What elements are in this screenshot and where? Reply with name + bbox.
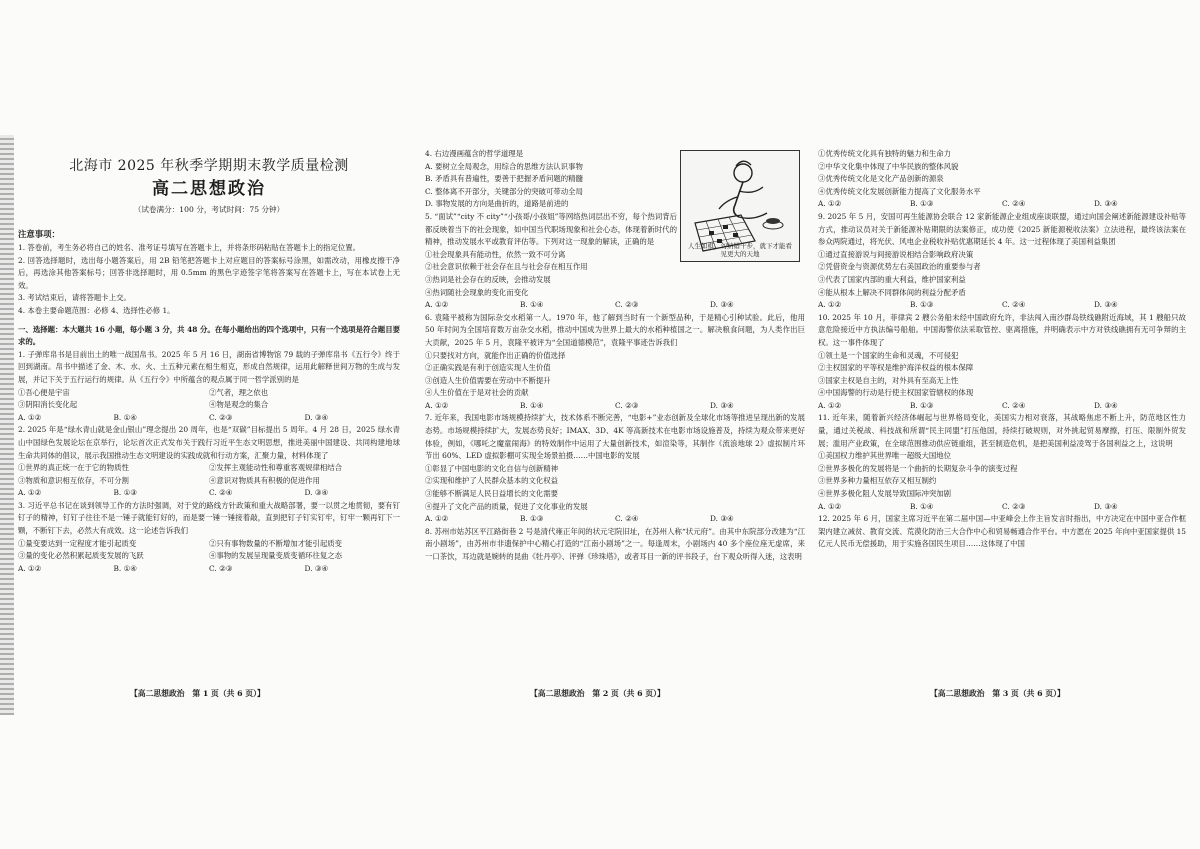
q10-ans-c: C. ②④	[1002, 400, 1026, 410]
q11-stem: 11. 近年来，随着新兴经济体崛起与世界格局变化，美国实力相对衰落，其战略焦虑不断上升，防范地区性力量，通过关税战、科技战和所谓“民主同盟”打压他国，持续打破规则，对外挑起贸易摩擦，打压、限制外贸发展；滥用产业政策，在全球范围推动供应链重组，甚至制造危机，是把美国利益凌驾于各国利益之上，这说明	[818, 413, 1186, 448]
q5-opt-1: ①社会现象具有能动性，依然一致不可分离	[425, 249, 566, 259]
q2-ans-a: A. ①②	[18, 488, 42, 498]
q10-opt-4: ④中国海警的行动是行使主权国家管辖权的体现	[818, 388, 974, 398]
q7-opt-4: ④提升了文化产品的质量，促进了文化事业的发展	[425, 501, 588, 511]
q8-ans-a: A. ①②	[818, 199, 842, 209]
q5-opt-3: ③热词是社会存在的反映，会推动发展	[425, 274, 551, 284]
q1-ans-d: D. ③④	[304, 412, 329, 422]
binding-edge	[0, 135, 14, 715]
note-3: 3. 考试结束后，请将答题卡上交。	[18, 293, 131, 303]
q9-stem: 9. 2025 年 5 月，安国可再生能源协会联合 12 家新能源企业组成座谈联盟，通过向国会阐述新能源建设补贴等方式，推动议员对关于新能源补贴期限的法案修正，成功使《2025 新能源税收法案》立法进程，最终该法案在参众两院通过，将光伏、风电企业税收补贴优惠期延长 4 年。这一过程体现了美国利益集团	[818, 211, 1186, 247]
q6-opt-1: ①只要找对方向，就能作出正确的价值选择	[425, 350, 566, 360]
q9-ans-d: D. ③④	[1094, 300, 1118, 310]
q3-options-row-1	[18, 538, 400, 551]
q9-opt-3: ③代表了国家内部的重大利益，维护国家利益	[818, 274, 966, 284]
q2-stem: 2. 2025 年是“绿水青山就是金山银山”理念提出 20 周年，也是“双碳”目标提出 5 周年。4 月 28 日，2025 绿水青山中国绿色发展论坛在京举行，论坛首次正式发布关于践行习近平生态文明思想，推进美丽中国建设、共同构建地球生命共同体的倡议，展示我国推动生态文明建设的实践成就和行动方案，汇聚力量，材料体现了	[18, 425, 400, 460]
page-1	[18, 148, 400, 575]
q4-block	[425, 148, 677, 249]
q6-ans-a: A. ①②	[425, 400, 449, 410]
note-4: 4. 本卷主要命题范围：必修 4、选择性必修 1。	[18, 305, 175, 315]
q3-opt-3: ③量的变化必然积累起质变发展的飞跃	[18, 551, 144, 561]
q1-stem: 1. 子弹库帛书是目前出土的唯一战国帛书。2025 年 5 月 16 日，湖南省博物馆 79 载的子弹库帛书《五行令》终于回到湖南。帛书中描述了金、木、水、火、土五种元素在相生相克，形成自然规律，运用此解释世间万物的生成与发展，并记下关于五行运行的规律。从《五行令》中所蕴含的观点属于同一哲学派别的是	[18, 349, 400, 384]
q5-opt-4: ④热词随社会现象的变化而变化	[425, 287, 529, 297]
q8-stem: 8. 苏州市姑苏区平江路街巷 2 号是清代雍正年间的状元宅院旧址，在苏州人称“状元府”。由其中东院部分改建为“江南小剧场”，由苏州市非遗保护中心精心打造的“江南小剧场”之一。每逢周末，小剧场内 40 多个座位座无虚席，来一口茶饮，耳边就是婉转的昆曲《牡丹亭》、评弹《珍珠塔》，或者耳目一新的评书段子，台下观众听得入迷，这表明	[425, 526, 805, 561]
q6-ans-b: B. ①④	[520, 400, 544, 410]
q2-answers	[18, 487, 400, 500]
q2-ans-d: D. ③④	[304, 488, 329, 498]
q8-opt-3: ③优秀传统文化是文化产品创新的源泉	[818, 174, 944, 184]
exam-title: 北海市 2025 年秋季学期期末教学质量检测	[69, 158, 349, 174]
q1-ans-c: C. ②③	[209, 412, 233, 422]
q9-ans-b: B. ①③	[910, 300, 934, 310]
q7-opt-2: ②实现和维护了人民群众基本的文化权益	[425, 476, 559, 486]
q2-ans-c: C. ②④	[209, 488, 233, 498]
q10-ans-d: D. ③④	[1094, 400, 1118, 410]
q8-opt-2: ②中华文化集中体现了中华民族的整体风貌	[818, 161, 959, 171]
q3-ans-b: B. ①④	[113, 563, 137, 573]
q1-options-row-1	[18, 387, 400, 400]
q3-options-row-2	[18, 550, 400, 563]
q11-ans-d: D. ③④	[1094, 501, 1118, 511]
q4-opt-b: B. 矛盾具有普遍性，要善于把握矛盾问题的精髓	[425, 174, 583, 184]
q3-opt-2: ②只有事物数量的不断增加才能引起质变	[209, 538, 343, 548]
q10-opt-3: ③国家主权是自主的，对外具有至高无上性	[818, 375, 959, 385]
q5-ans-a: A. ①②	[425, 300, 449, 310]
q3-ans-a: A. ①②	[18, 563, 42, 573]
q7-stem: 7. 近年来，我国电影市场规模持续扩大，技术体系不断完善，“电影+”业态创新及全球化市场等推进呈现出新的发展态势。市场规模持续扩大，发展态势良好；IMAX、3D、4K 等高新技术在电影市场设施普及，持续为观众带来更好体验，例如，《哪吒之魔童闹海》的特效制作中运用了大量创新技术，如渲染等，其制作《流浪地球 2》虚拟制片环节出 60%、LED 虚拟影棚可实现全场景拍摄……中国电影的发展	[425, 413, 805, 461]
q4-opt-c: C. 整体离不开部分，关键部分的突破可带动全局	[425, 186, 583, 196]
q9-ans-a: A. ①②	[818, 300, 842, 310]
q9-opt-4: ④能从根本上解决不同群体间的利益分配矛盾	[818, 287, 966, 297]
q11-opt-1: ①美国权力维护其世界唯一超级大国地位	[818, 451, 952, 461]
q9-opt-2: ②凭借资金与资源优势左右美国政治的重要参与者	[818, 262, 981, 272]
q1-opt-3: ③阴阳消长变化起	[18, 400, 78, 410]
q3-opt-1: ①量变要达到一定程度才能引起质变	[18, 538, 137, 548]
q10-opt-1: ①领土是一个国家的生命和灵魂，不可侵犯	[818, 350, 959, 360]
page-3	[818, 148, 1186, 551]
q2-opt-2: ②发挥主观能动性和尊重客观规律相结合	[209, 463, 343, 473]
q5-opt-2: ②社会意识依赖于社会存在且与社会存在相互作用	[425, 262, 588, 272]
q6-stem: 6. 袁隆平被称为国际杂交水稻第一人。1970 年，他了解到当时有一个新型品种，于是精心引种试验。此后，他用 50 年时间为全国培育数万亩杂交水稻，推动中国成为世界上最大的水稻种植国之一。解决粮食问题，为人类作出巨大贡献，2025 年 5 月，袁隆平被评为“全国道德模范”，袁隆平事迹告诉我们	[425, 312, 805, 347]
q11-ans-c: C. ②③	[1002, 501, 1026, 511]
q11-opt-4: ④世界多极化阻人发展导致国际冲突加剧	[818, 489, 952, 499]
q1-ans-a: A. ①②	[18, 412, 42, 422]
q2-options-row-1	[18, 462, 400, 475]
notes-heading: 注意事项：	[18, 229, 60, 239]
q7-ans-b: B. ①③	[520, 514, 544, 524]
q8-ans-b: B. ①③	[910, 199, 934, 209]
q7-opt-3: ③能够不断满足人民日益增长的文化需要	[425, 489, 559, 499]
q11-opt-3: ③世界多种力量相互依存又相互制约	[818, 476, 937, 486]
q10-ans-a: A. ①②	[818, 400, 842, 410]
q4-opt-d: D. 事物发展的方向是曲折的，道路是前进的	[425, 199, 569, 209]
q4-opt-a: A. 要树立全局观念，用综合的思维方法认识事物	[425, 161, 583, 171]
q7-ans-a: A. ①②	[425, 514, 449, 524]
q8-opt-4: ④优秀传统文化发展创新能力提高了文化服务水平	[818, 186, 981, 196]
page-3-footer: 【高二思想政治 第 3 页（共 6 页）】	[930, 689, 1065, 698]
q1-options-row-2	[18, 399, 400, 412]
q2-ans-b: B. ①③	[113, 488, 137, 498]
q1-opt-4: ④物是观念的集合	[209, 400, 269, 410]
q8-ans-c: C. ②④	[1002, 199, 1026, 209]
q7-opt-1: ①彰显了中国电影的文化自信与创新精神	[425, 463, 559, 473]
q1-answers	[18, 412, 400, 425]
q2-options-row-2	[18, 475, 400, 488]
q8-answers	[818, 198, 1186, 211]
note-1: 1. 答卷前，考生务必将自己的姓名、准考证号填写在答题卡上，并将条形码粘贴在答题卡上的指定位置。	[18, 243, 360, 252]
page-2	[425, 148, 805, 564]
q7-ans-d: D. ③④	[710, 514, 734, 524]
q10-answers	[818, 400, 1186, 413]
q6-answers	[425, 400, 805, 413]
q10-ans-b: B. ①③	[910, 400, 934, 410]
q11-opt-2: ②世界多极化的发展将是一个曲折的长期复杂斗争的演变过程	[818, 463, 1018, 473]
q3-ans-d: D. ③④	[304, 563, 329, 573]
q6-ans-d: D. ③④	[710, 400, 734, 410]
q5-stem: 5. “面试”“city 不 city”“小孩哥/小孩姐”等网络热词层出不穷，每个热词背后都反映着当下的社会现象，如中国当代职场现象和社会心态，体现着新时代的精神，推动发展水平或教育评估等。下列对这一现象的解读，正确的是	[425, 211, 677, 247]
q9-answers	[818, 299, 1186, 312]
q6-ans-c: C. ②③	[615, 400, 639, 410]
exam-info: （试卷满分：100 分，考试时间：75 分钟）	[133, 205, 285, 214]
q9-ans-c: C. ②④	[1002, 300, 1026, 310]
exam-subject: 高二思想政治	[152, 179, 266, 199]
q5-answers	[425, 299, 805, 312]
q7-answers	[425, 513, 805, 526]
q11-answers	[818, 501, 1186, 514]
q1-ans-b: B. ①④	[113, 412, 137, 422]
q3-answers	[18, 563, 400, 576]
q2-opt-1: ①世界的真正统一在于它的物质性	[18, 463, 129, 473]
q6-opt-3: ③创造人生价值需要在劳动中不断提升	[425, 375, 551, 385]
q10-opt-2: ②主权国家的平等权是维护海洋权益的根本保障	[818, 363, 974, 373]
cartoon-caption: 人生如棋，勿纳错十步，就下才能看见更大的天地	[688, 242, 792, 258]
q5-ans-b: B. ①④	[520, 300, 544, 310]
q6-opt-4: ④人生价值在于是对社会的贡献	[425, 388, 529, 398]
q8-ans-d: D. ③④	[1094, 199, 1118, 209]
note-2: 2. 回答选择题时，选出每小题答案后，用 2B 铅笔把答题卡上对应题目的答案标号涂黑，如需改动，用橡皮擦干净后，再选涂其他答案标号；回答非选择题时，用 0.5mm 的黑色字迹签字笔将答案写在答题卡上，写在本试卷上无效。	[18, 255, 400, 290]
q12-stem: 12. 2025 年 6 月，国家主席习近平在第二届中国—中亚峰会上作主旨发言时指出，中方决定在中国中亚合作框架内建立减贫、教育交流、荒漠化防治三大合作中心和贸易畅通合作平台。中方愿在 2025 年向中亚国家提供 15 亿元人民币无偿援助，用于实施各国民生项目……这体现了中国	[818, 514, 1186, 549]
q5-ans-d: D. ③④	[710, 300, 734, 310]
section-1-heading: 一、选择题：本大题共 16 小题，每小题 3 分，共 48 分。在每小题给出的四个选项中，只有一个选项是符合题目要求的。	[18, 324, 400, 347]
q11-ans-b: B. ①④	[910, 501, 934, 511]
q3-opt-4: ④事物的发展呈现量变质变循环往复之态	[209, 551, 343, 561]
q3-stem: 3. 习近平总书记在谈到领导工作的方法时强调，对于党的路线方针政策和重大战略部署，要一以贯之地贯彻，要有钉钉子的精神，钉钉子往往不是一锤子就能钉好的，而是要一锤一锤接着敲，直到把钉子钉实钉牢，钉牢一颗再钉下一颗，不断钉下去，必然大有成效。这一论述告诉我们	[18, 500, 400, 536]
q7-ans-c: C. ②④	[615, 514, 639, 524]
q11-ans-a: A. ①②	[818, 501, 842, 511]
q1-opt-1: ①吾心便是宇宙	[18, 387, 70, 397]
q5-ans-c: C. ②③	[615, 300, 639, 310]
q3-ans-c: C. ②③	[209, 563, 233, 573]
page-2-footer: 【高二思想政治 第 2 页（共 6 页）】	[530, 689, 665, 698]
q6-opt-2: ②正确实践是有利于创造实现人生价值	[425, 363, 551, 373]
q10-stem: 10. 2025 年 10 月，菲律宾 2 艘公务船未经中国政府允许，非法闯入南沙群岛铁线礁附近海域，其 1 艘船只故意危险接近中方执法编号船舶。中国海警依法采取管控、驱离措施，并明确表示中方对铁线礁拥有无可争辩的主权。这一事件体现了	[818, 312, 1186, 347]
q2-opt-4: ④意识对物质具有积极的促进作用	[209, 475, 320, 485]
q1-opt-2: ②气者，理之依也	[209, 387, 269, 397]
q8-opt-1: ①优秀传统文化具有独特的魅力和生命力	[818, 149, 952, 158]
q2-opt-3: ③物质和意识相互依存，不可分割	[18, 475, 129, 485]
q4-stem: 4. 右边漫画蕴含的哲学道理是	[425, 149, 524, 158]
page-1-footer: 【高二思想政治 第 1 页（共 6 页）】	[130, 689, 265, 698]
q9-opt-1: ①通过直接游说与间接游说相结合影响政府决策	[818, 249, 974, 259]
